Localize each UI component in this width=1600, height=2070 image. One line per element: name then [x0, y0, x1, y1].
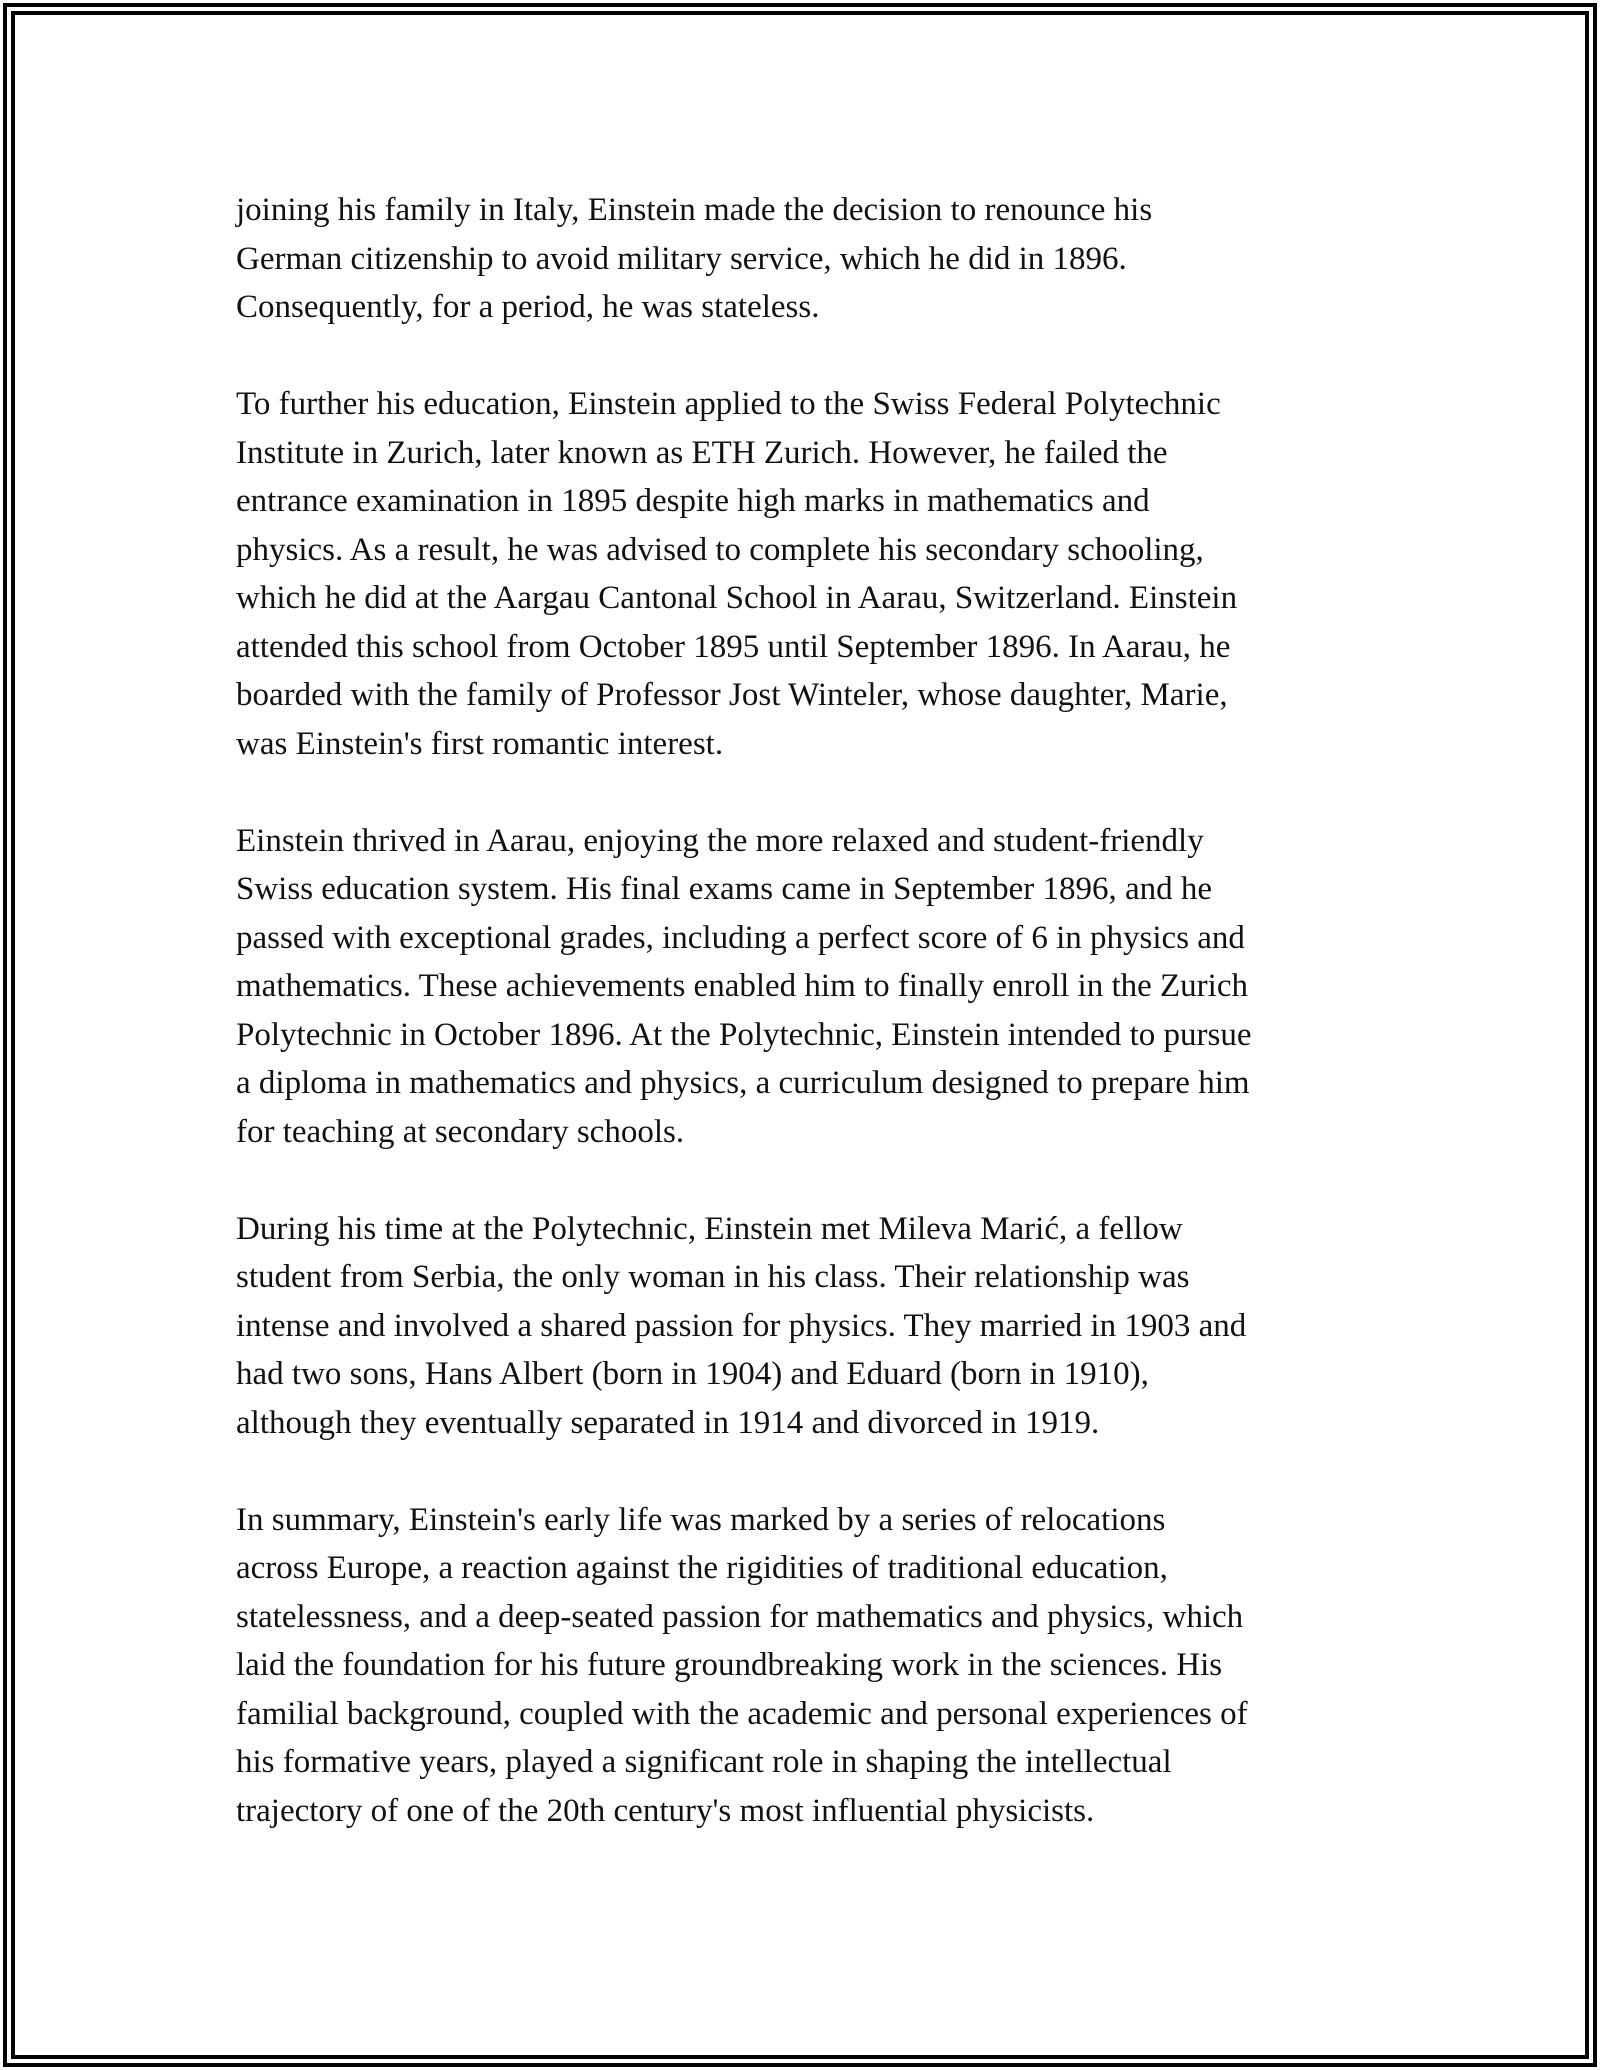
document-body — [236, 186, 1386, 1884]
paragraph-1: joining his family in Italy, Einstein made the decision to renounce his German citizenship to avoid military service, which he did in 1896. Consequently, for a period, he was stateless. — [236, 192, 1153, 325]
paragraph-3: Einstein thrived in Aarau, enjoying the more relaxed and student-friendly Swiss education system. His final exams came in September 1896, and he passed with exceptional grades, including a perfect score of 6 in physics and mathematics. These achievements enabled him to finally enroll in the Zurich Polytechnic in October 1896. At the Polytechnic, Einstein intended to pursue a diploma in mathematics and physics, a curriculum designed to prepare him for teaching at secondary schools. — [236, 822, 1252, 1150]
paragraph-5: In summary, Einstein's early life was marked by a series of relocations across Europe, a reaction against the rigidities of traditional education, statelessness, and a deep-seated passion for mathematics and physics, which laid the foundation for his future groundbreaking work in the sciences. His familial background, coupled with the academic and personal experiences of his formative years, played a significant role in shaping the intellectual trajectory of one of the 20th century's most influential physicists. — [236, 1501, 1248, 1829]
paragraph-2: To further his education, Einstein applied to the Swiss Federal Polytechnic Institute in Zurich, later known as ETH Zurich. However, he failed the entrance examination in 1895 despite high marks in mathematics and physics. As a result, he was advised to complete his secondary schooling, which he did at the Aargau Cantonal School in Aarau, Switzerland. Einstein attended this school from October 1895 until September 1896. In Aarau, he boarded with the family of Professor Jost Winteler, whose daughter, Marie, was Einstein's first romantic interest. — [236, 386, 1238, 762]
paragraph-4: During his time at the Polytechnic, Einstein met Mileva Marić, a fellow student from Serbia, the only woman in his class. Their relationship was intense and involved a shared passion for physics. They married in 1903 and had two sons, Hans Albert (born in 1904) and Eduard (born in 1910), although they eventually separated in 1914 and divorced in 1919. — [236, 1210, 1247, 1441]
